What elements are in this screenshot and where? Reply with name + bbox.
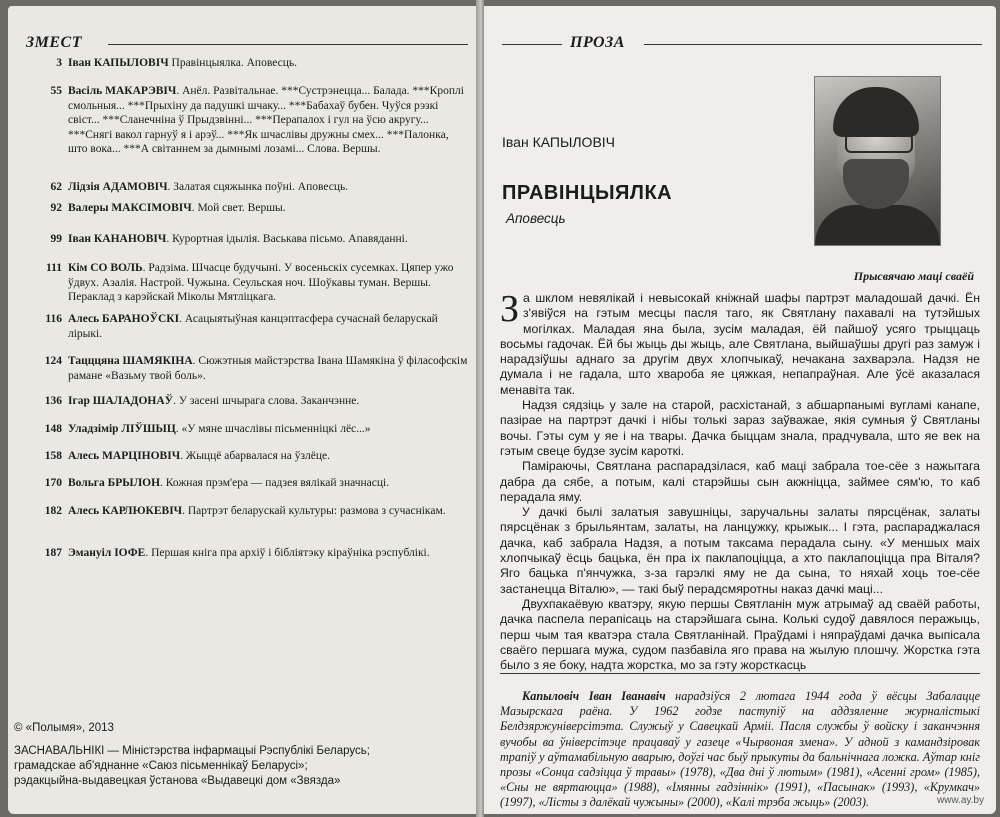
toc-page: 92 [50, 202, 62, 214]
founders-line: грамадскае аб'яднанне «Саюз пісьменнікаў Беларусі»; [14, 760, 308, 772]
toc-title: . Мой свет. Вершы. [191, 202, 286, 214]
toc-author: Алесь МАРЦІНОВІЧ [68, 450, 181, 462]
toc-page: 116 [45, 313, 62, 325]
dedication: Прысвячаю маці сваёй [853, 269, 974, 283]
toc-title: . Анёл. Развітальнае. ***Сустрэнецца... Балада. ***Кроплі смольныя... ***Прыхіну да падушкі шчаку... ***Бабахаў бубен. Чуўся рэзкі свіст... ***Сланечніна ў Прыдзвінні... ***Перапалох і гул на ўсю акругу... ***Снягі вакол гарнуў я і арэў... ***Як шчаслівы дружны смех... ***Палонка, што вока... ***А світаннем за дымнымі лозамі... Слова. Вершы. [68, 85, 464, 155]
toc-page: 136 [44, 395, 62, 407]
toc-title: . Сюжэтныя майстэрства Івана Шамякіна ў філасофскім рамане «Вазьму твой боль». [68, 355, 468, 382]
toc-item-text [68, 476, 468, 491]
toc-item-text [68, 504, 468, 519]
story-title: ПРАВІНЦЫЯЛКА [502, 182, 673, 204]
right-page [484, 6, 996, 814]
toc-title: . Залатая сцяжынка поўні. Аповесць. [167, 181, 349, 193]
toc-author: Лідзія АДАМОВІЧ [68, 181, 168, 193]
imprint [14, 721, 474, 789]
story-genre: Аповесць [506, 211, 566, 226]
paragraph [500, 288, 980, 398]
toc-author: Вольга БРЫЛОН [68, 477, 161, 489]
bio-name: Капыловіч Іван Іванавіч [522, 689, 666, 703]
photo-glasses [845, 133, 913, 153]
toc-item-text [68, 546, 468, 561]
photo-hair [833, 87, 919, 137]
author-bio [500, 689, 980, 811]
story-author: Іван КАПЫЛОВІЧ [502, 134, 616, 150]
toc-page: 3 [56, 57, 62, 69]
paragraph: Паміраючы, Святлана распарадзілася, каб маці забрала тое-сёе з нажытага дабра да сябе, а потым, калі старэйшы сын акжніцца, займее сям'ю, то каб перадала яму. [500, 459, 980, 504]
paragraph: Двухпакаёвую кватэру, якую першы Святланін муж атрымаў ад сваёй работы, дачка паспела перапісаць на старэйшага сына. Колькі судоў давялося перажыць, перш чым тая кватэра стала Святланінай. Праўдамі і няпраўдамі дачка выпісала сваёго першага мужа, судом пазбавіла яго права на жылую плошчу. Жорстка гэта было з яе боку, надта жорстка, мо за гэту жорсткасць [500, 596, 980, 673]
toc-title: . Радзіма. Шчасце будучыні. У восеньскіх сусемках. Цяпер ужо ўдвух. Азалія. Настрой. Чужына. Сеульская ноч. Шоўкавы туман. Вершы. Пераклад з карэйскай Міколы Мятліцкага. [68, 262, 454, 303]
toc-author: Уладзімір ЛІЎШЫЦ [68, 423, 176, 435]
toc-page: 148 [44, 423, 62, 435]
photo-beard [843, 159, 909, 209]
founders-line: рэдакцыйна-выдавецкая ўстанова «Выдавецкі дом «Звязда» [14, 775, 341, 787]
toc-item-text [68, 56, 468, 71]
toc-author: Алесь КАРЛЮКЕВІЧ [68, 505, 183, 517]
toc-title: . Першая кніга пра архіў і бібліятэку кіраўніка рэспублікі. [145, 547, 430, 559]
section-rule-left [502, 44, 562, 45]
toc-author: Васіль МАКАРЭВІЧ [68, 85, 177, 97]
toc-author: Іван КАПЫЛОВІЧ [68, 57, 169, 69]
toc-item-text [68, 394, 468, 409]
toc-author: Ігар ШАЛАДОНАЎ [68, 395, 174, 407]
author-photo [814, 76, 941, 246]
photo-body [815, 205, 940, 246]
drop-cap: З [500, 288, 520, 330]
paragraph: У дачкі былі залатыя завушніцы, заручальны залаты пярсцёнак, залаты пярсцёнак з брыльянтам, залаты, на ланцужку, крыжык... І гэта, распараджалася дачка, каб забрала Надзя, а потым таксама перадала сыну. «У меншых маіх хлопчыкаў ёсць бацька, ён пра іх паклапоціцца, а хто паклапоціцца пра Віталя? Яго бацька п'янчужка, з-за гарэлкі яму не да сына, то няхай хоць тое-сёе застанецца Віталю», — такі быў перадсмяротны наказ дачкі маці... [500, 505, 980, 596]
toc-title: . Жыццё абарвалася на ўзлёце. [180, 450, 331, 462]
watermark: www.ay.by [936, 795, 984, 806]
toc-page: 187 [44, 547, 62, 559]
toc-page: 182 [44, 505, 62, 517]
toc-page: 111 [46, 262, 62, 274]
bio-rule [500, 673, 980, 674]
section-title-contents: ЗМЕСТ [26, 34, 82, 51]
toc-title: . Кожная прэм'ера — падзея вялікай значнасці. [160, 477, 390, 489]
toc-author: Кім СО ВОЛЬ [68, 262, 143, 274]
toc-item-text [68, 84, 468, 157]
left-page [8, 6, 476, 814]
story-body [500, 288, 980, 673]
toc-title: . «У мяне шчаслівы пісьменніцкі лёс...» [175, 423, 371, 435]
book-spine [476, 0, 484, 817]
founders-line: ЗАСНАВАЛЬНІКІ — Міністэрства інфармацыі Рэспублікі Беларусь; [14, 745, 370, 757]
toc-item-text [68, 232, 468, 247]
toc-title: . У засені шчырага слова. Заканчэнне. [173, 395, 360, 407]
toc-author: Эмануіл ІОФЕ [68, 547, 146, 559]
toc-item-text [68, 354, 468, 383]
toc-title: . Партрэт беларускай культуры: размова з сучаснікам. [182, 505, 446, 517]
bio-text: нарадзіўся 2 лютага 1944 года ў вёсцы Забалаццe Мазырскага раёна. У 1962 годзе паступіў на аддзяленне журналістыкі Белдзяржуніверсітэта. Служыў у Савецкай Арміі. Пасля службы ў войску і заканчэння вучобы ва ўніверсітэце працаваў у газеце «Чырвоная змена». У адной з камандзіровак трапіў у аўтамабільную аварыю, доўгі час быў прыкуты да бальнічнага ложка. Аўтар кніг прозы «Сонца садзіцца ў травы» (1978), «Два дні ў лютым» (1981), «Асенні гром» (1985), «Сны не вяртаюцца» (1988), «Імянны гадзіннік» (1991), «Пасынак» (1993), «Крумкач» (1997), «Лісты з далёкай чужыны» (2000), «Калі трэба жыць» (2003). [500, 689, 980, 810]
toc-title: . Курортная ідылія. Васькава пісьмо. Апавяданні. [166, 233, 408, 245]
toc-item-text [68, 449, 468, 464]
toc-author: Тацццяна ШАМЯКІНА [68, 355, 193, 367]
toc-page: 158 [44, 450, 62, 462]
paragraph: Надзя сядзіць у зале на старой, расхістанай, з абшарпанымі вугламі канапе, пазірае на партрэт дачкі і нібы толькі зараз заўважае, якія сумныя ў Святланы вочы. Гэты сум у яе і на твары. Дачка быццам знала, прадчувала, што яе век на гэтым свеце будзе зусім кароткі. [500, 398, 980, 458]
toc-author: Валеры МАКСІМОВІЧ [68, 202, 192, 214]
toc-page: 124 [44, 355, 62, 367]
toc-item-text [68, 201, 468, 216]
section-rule-right [644, 44, 982, 45]
toc-item-text [68, 261, 468, 305]
toc-item-text [68, 180, 468, 195]
toc-item-text [68, 312, 468, 341]
paragraph-text: а шклом невялікай і невысокай кніжнай шафы партрэт маладошай дачкі. Ён з'явіўся на гэтым месцы пасля таго, як Святлану пахавалі на тутэйшых могілках. Маладая яна была, зусім маладая, ёй пайшоў усяго трыццаць восьмы гадочак. Ёй бы жыць ды жыць, але Святлана, выйшаўшы другі раз замуж і нарадзіўшы аднаго за другім двух хлопчыкаў, нечакана захварэла. Надзя не думала і не гадала, што хвароба яе цяжкая, непапраўная. Але ўсё аказалася менавіта так. [500, 291, 980, 397]
toc-item-text [68, 422, 468, 437]
toc-author: Алесь БАРАНОЎСКІ [68, 313, 180, 325]
section-rule [108, 44, 468, 45]
copyright: © «Полымя», 2013 [14, 722, 114, 734]
toc-page: 62 [50, 181, 62, 193]
toc-page: 170 [44, 477, 62, 489]
toc-page: 55 [50, 85, 62, 97]
section-title-prose: ПРОЗА [570, 34, 625, 51]
toc-title: Правінцыялка. Аповесць. [168, 57, 297, 69]
toc-page: 99 [50, 233, 62, 245]
toc-author: Іван КАНАНОВІЧ [68, 233, 167, 245]
toc-title: . Асацыятыўная канцэптасфера сучаснай беларускай лірыкі. [68, 313, 438, 340]
